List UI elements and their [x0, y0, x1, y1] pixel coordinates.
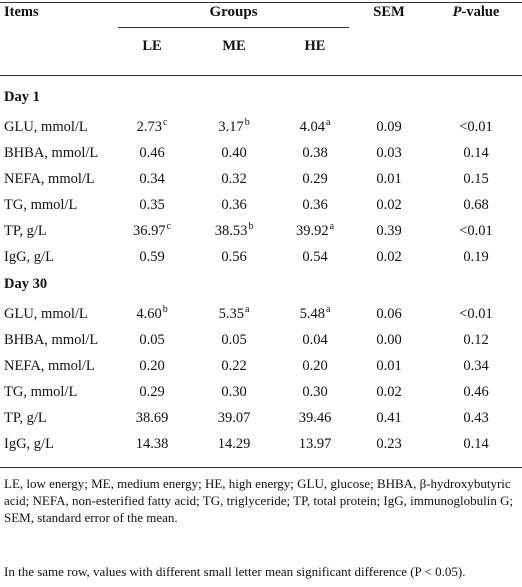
sem-value-text: 0.01: [376, 358, 402, 374]
p-value-text: 0.14: [463, 145, 489, 161]
significance-letter: a: [325, 117, 331, 128]
row-item: [4, 171, 95, 188]
pvalue-header: [432, 4, 520, 21]
me-value-text: 0.30: [221, 384, 247, 400]
he-value: [281, 145, 349, 162]
le-value: [118, 197, 186, 214]
groups-header: Groups: [209, 4, 258, 20]
footnote: LE, low energy; ME, medium energy; HE, high energy; GLU, glucose; BHBA, β-hydroxybutyric acid; NEFA, non-esterified fatty acid; TG, triglyceride; TP, total protein; IgG, immunoglobulin G; SEM, standard error of the mean.: [4, 476, 514, 525]
le-value-text: 0.20: [139, 358, 165, 374]
me-value-text: 0.32: [221, 171, 247, 187]
le-value-text: 0.05: [139, 332, 165, 348]
significance-note: In the same row, values with different small letter mean significant difference (P < 0.05).: [4, 564, 466, 579]
sem-value-text: 0.06: [376, 306, 402, 322]
he-value-text: 39.46: [298, 410, 332, 426]
p-value-text: <0.01: [459, 223, 493, 239]
p-value-text: <0.01: [459, 119, 493, 135]
le-value-text: 0.29: [139, 384, 165, 400]
le-value: [118, 223, 186, 240]
he-value-text: 0.54: [302, 249, 328, 265]
le-value: [118, 306, 186, 323]
he-value-text: 0.20: [302, 358, 328, 374]
p-value-text: <0.01: [459, 306, 493, 322]
sem-value: [356, 223, 422, 240]
le-value-text: 0.59: [139, 249, 165, 265]
me-value: [200, 249, 268, 266]
me-value: [200, 197, 268, 214]
le-value-text: 14.38: [135, 436, 169, 452]
p-value-text: 0.15: [463, 171, 489, 187]
me-header: ME: [222, 38, 246, 54]
row-item: [4, 223, 47, 240]
row-item-text: TG, mmol/L: [4, 197, 78, 213]
he-value: [281, 332, 349, 349]
section-title: Day 30: [4, 276, 48, 292]
sem-value-text: 0.09: [376, 119, 402, 135]
le-value: [118, 119, 186, 136]
row-item: [4, 197, 77, 214]
me-value: [200, 332, 268, 349]
le-value: [118, 410, 186, 427]
p-value-text: 0.34: [463, 358, 489, 374]
me-value: [200, 223, 268, 240]
bottom-rule: [0, 467, 522, 468]
row-item: [4, 119, 88, 136]
row-item: [4, 332, 98, 349]
he-value: [281, 171, 349, 188]
sem-value: [356, 197, 422, 214]
section-title: Day 1: [4, 89, 40, 105]
me-value-text: 3.17: [218, 119, 244, 135]
me-value: [200, 171, 268, 188]
sem-value: [356, 436, 422, 453]
sem-value-text: 0.41: [376, 410, 402, 426]
me-value-text: 38.53: [214, 223, 248, 239]
sem-value: [356, 306, 422, 323]
me-value-text: 0.56: [221, 249, 247, 265]
row-item: [4, 249, 54, 266]
significance-letter: b: [162, 304, 168, 315]
he-value: [281, 119, 349, 136]
sem-value-text: 0.02: [376, 249, 402, 265]
me-value-text: 39.07: [217, 410, 251, 426]
sem-value: [356, 119, 422, 136]
row-item-text: IgG, g/L: [4, 436, 54, 452]
le-value: [118, 358, 186, 375]
sem-value-text: 0.39: [376, 223, 402, 239]
he-value-text: 0.38: [302, 145, 328, 161]
row-item: [4, 306, 88, 323]
significance-letter: a: [244, 304, 250, 315]
p-value: [432, 171, 520, 188]
he-value-text: 0.36: [302, 197, 328, 213]
me-value-text: 14.29: [217, 436, 251, 452]
significance-letter: b: [244, 117, 250, 128]
me-value-text: 0.36: [221, 197, 247, 213]
significance-letter: a: [329, 221, 335, 232]
significance-letter: b: [248, 221, 254, 232]
row-item-text: TP, g/L: [4, 410, 47, 426]
me-value: [200, 145, 268, 162]
p-value-text: 0.14: [463, 436, 489, 452]
me-value: [200, 306, 268, 323]
he-value: [281, 410, 349, 427]
p-value: [432, 223, 520, 240]
significance-letter: a: [325, 304, 331, 315]
row-item-text: GLU, mmol/L: [4, 119, 88, 135]
le-value-text: 0.34: [139, 171, 165, 187]
he-value-text: 39.92: [295, 223, 329, 239]
significance-letter: c: [166, 221, 172, 232]
p-value: [432, 436, 520, 453]
le-value-text: 36.97: [132, 223, 166, 239]
significance-letter: c: [162, 117, 168, 128]
he-value: [281, 306, 349, 323]
groups-rule: [118, 27, 349, 28]
le-value: [118, 332, 186, 349]
p-value-text: 0.46: [463, 384, 489, 400]
pvalue-header-rest: -value: [461, 4, 500, 20]
header-bottom-rule: [0, 75, 522, 76]
me-value-text: 0.22: [221, 358, 247, 374]
he-value-text: 0.04: [302, 332, 328, 348]
sem-value: [356, 358, 422, 375]
p-value: [432, 384, 520, 401]
le-header: LE: [142, 38, 162, 54]
p-value: [432, 119, 520, 136]
sem-value: [356, 384, 422, 401]
sem-value: [356, 171, 422, 188]
p-value: [432, 410, 520, 427]
le-value-text: 0.35: [139, 197, 165, 213]
p-value: [432, 145, 520, 162]
row-item-text: TG, mmol/L: [4, 384, 78, 400]
sem-value: [356, 410, 422, 427]
items-header: Items: [4, 4, 39, 20]
he-value-text: 4.04: [299, 119, 325, 135]
me-value-text: 0.05: [221, 332, 247, 348]
me-value: [200, 384, 268, 401]
p-value: [432, 249, 520, 266]
me-value: [200, 436, 268, 453]
p-value: [432, 358, 520, 375]
he-value: [281, 358, 349, 375]
sem-value-text: 0.00: [376, 332, 402, 348]
le-value: [118, 145, 186, 162]
le-value-text: 38.69: [135, 410, 169, 426]
row-item-text: GLU, mmol/L: [4, 306, 88, 322]
row-item: [4, 358, 95, 375]
sem-value-text: 0.02: [376, 197, 402, 213]
me-value: [200, 119, 268, 136]
p-value-text: 0.43: [463, 410, 489, 426]
me-value: [200, 358, 268, 375]
he-value: [281, 384, 349, 401]
he-value: [281, 197, 349, 214]
he-value: [281, 223, 349, 240]
he-header: HE: [304, 38, 326, 54]
he-value-text: 0.30: [302, 384, 328, 400]
row-item: [4, 410, 47, 427]
le-value: [118, 249, 186, 266]
pvalue-header-p: P: [452, 4, 462, 20]
row-item-text: BHBA, mmol/L: [4, 332, 99, 348]
he-value-text: 5.48: [299, 306, 325, 322]
p-value: [432, 332, 520, 349]
le-value-text: 0.46: [139, 145, 165, 161]
sem-value-text: 0.03: [376, 145, 402, 161]
top-rule: [0, 2, 522, 3]
me-value-text: 0.40: [221, 145, 247, 161]
le-value-text: 2.73: [136, 119, 162, 135]
row-item-text: NEFA, mmol/L: [4, 358, 95, 374]
he-value-text: 0.29: [302, 171, 328, 187]
le-value: [118, 384, 186, 401]
sem-value-text: 0.01: [376, 171, 402, 187]
p-value: [432, 197, 520, 214]
me-value: [200, 410, 268, 427]
row-item-text: TP, g/L: [4, 223, 47, 239]
p-value-text: 0.68: [463, 197, 489, 213]
p-value-text: 0.19: [463, 249, 489, 265]
row-item: [4, 384, 77, 401]
le-value-text: 4.60: [136, 306, 162, 322]
row-item-text: IgG, g/L: [4, 249, 54, 265]
row-item: [4, 436, 54, 453]
row-item-text: NEFA, mmol/L: [4, 171, 95, 187]
p-value-text: 0.12: [463, 332, 489, 348]
sem-header: SEM: [373, 4, 405, 20]
le-value: [118, 171, 186, 188]
row-item: [4, 145, 98, 162]
he-value: [281, 249, 349, 266]
sem-value-text: 0.02: [376, 384, 402, 400]
sem-value: [356, 145, 422, 162]
le-value: [118, 436, 186, 453]
p-value: [432, 306, 520, 323]
sem-value: [356, 249, 422, 266]
he-value: [281, 436, 349, 453]
sem-value: [356, 332, 422, 349]
sem-value-text: 0.23: [376, 436, 402, 452]
row-item-text: BHBA, mmol/L: [4, 145, 99, 161]
me-value-text: 5.35: [218, 306, 244, 322]
he-value-text: 13.97: [298, 436, 332, 452]
